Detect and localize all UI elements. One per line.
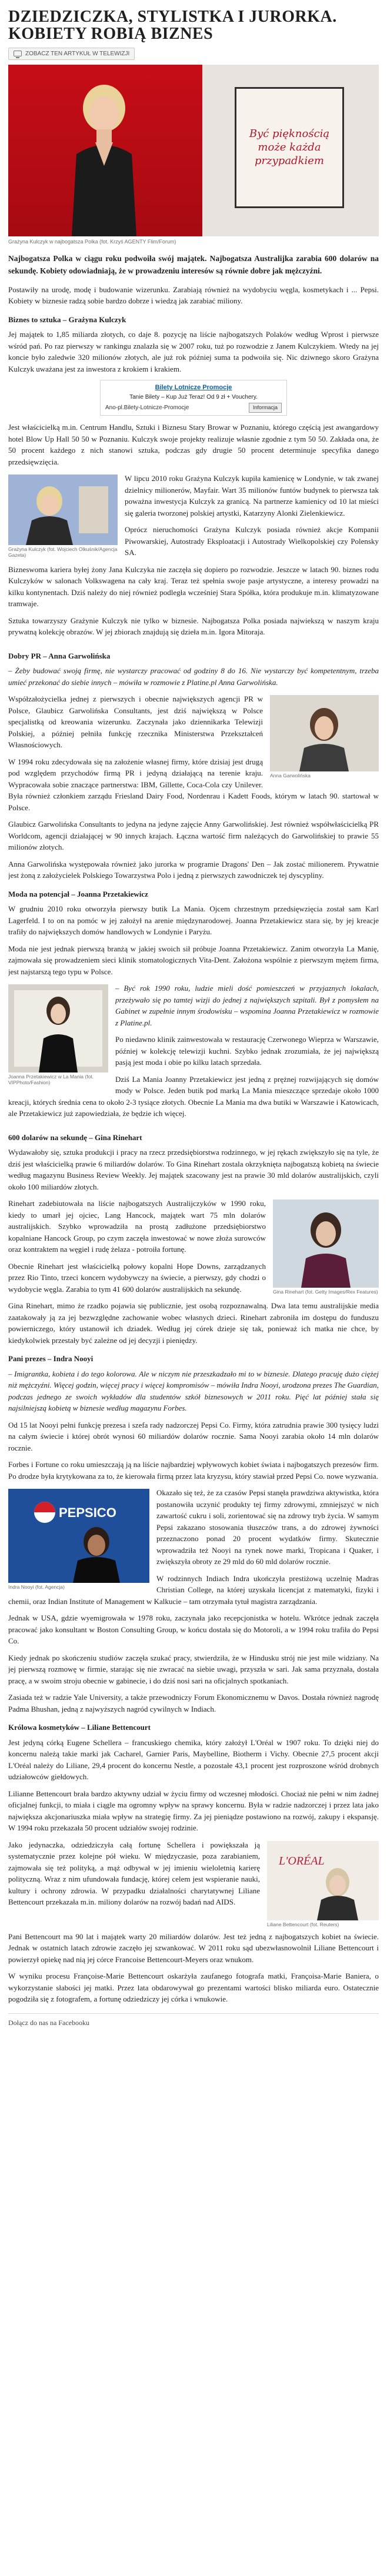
hero-portrait xyxy=(8,65,202,236)
paragraph: Rinehart zadebiutowała na liście najbogatszych Australijczyków w 1990 roku, kiedy to umarł jej ojciec, Lang Hancock, majątek wart 75 mln dolarów australijskich. Szybko wprowadziła na prostą zadłużone przedsiębiorstwo kopalniane Hancock Group, po czym zaczęła inwestować w nowe złoża surowców oraz kontraktem na węgiel i rudę żelaza - potroiła fortunę. xyxy=(8,1199,266,1254)
ad-url[interactable]: Ano-pl.Bilety-Lotnicze-Promocje xyxy=(105,405,189,412)
paragraph: Bizneswoma kariera byłej żony Jana Kulczyka nie zaczęła się dopiero po rozwodzie. Jeszcze w latach 90. biznes rodu Kulczyków w salonach Volkswagena na cały kraj. Teraz też spełnia swoje pasje artystyczne, a interesy prowadzi na kilku kontynentach. Dziś należy do niej również podległa wcześniej Stara Spółka, która produkuje m.in. klimatyzowane tramwaje. xyxy=(8,564,379,609)
section-heading-rinehart: 600 dolarów na sekundę – Gina Rinehart xyxy=(8,1132,142,1142)
paragraph: Zasiada też w radzie Yale University, a także przewodniczy Forum Ekonomicznemu w Davos. Dostała również nagrodę Padma Bhushan, jedną z najwyższych nagród cywilnych w Indiach. xyxy=(8,1693,379,1713)
paragraph: Gina Rinehart, mimo że rzadko pojawia się publicznie, jest osobą rozpoznawalną. Dwa lata temu australijskie media zaatakowały ją za jej bezwzględne zachowanie wobec własnych dzieci. Rinehart zabroniła im dostępu do funduszu powierniczego, który ustanowił ich dziadek. Według jej córek dzieje się tak, ponieważ ich matka nie chce, by kiedykolwiek przestały być zależne od jej decyzji i pieniędzy. xyxy=(8,1301,379,1345)
hero-caption: Grażyna Kulczyk w najbogatsza Polka (fot. Krzyś AGENTY Flim/Forum) xyxy=(8,238,176,245)
paragraph: Jako jedynaczka, odziedziczyła całą fortunę Schellera i powiększała ją systematycznie przez kolejne pół wieku. W międzyczasie, poza zarabianiem, zajmowała się też polityką, a mąż odbywał w jej imieniu wieloletnią karierę polityczną. Wraz z nim ufundowała fundację, której celem jest wspieranie nauki, kultury i ochrony zdrowia. W przypadku działalności charytatywnej Liliane Bettencourt przekazała m.in. miliony dolarów na rozwój badań nad AIDS. xyxy=(8,1840,260,1907)
nooyi-photo-caption: Indra Nooyi (fot. Agencja) xyxy=(8,1584,65,1591)
paragraph: Jest właścicielką m.in. Centrum Handlu, Sztuki i Biznesu Stary Browar w Poznaniu, którego częścią jest awangardowy hotel Blow Up Hall 50 50 w Poznaniu. Kulczyk swoje projekty realizuje własnie zgodnie z tym 50 50. Zakłada ona, że 50 procent każdego z nich stanowi sztuka, podczas gdy drugie 50 procent determinuje specyfika danego przedsięwzięcia. xyxy=(8,423,379,466)
svg-text:PEPSICO: PEPSICO xyxy=(59,1505,116,1521)
paragraph: Sztuka towarzyszy Grażynie Kulczyk nie tylko w biznesie. Najbogatsza Polka posiada najwiekszą w naszym kraju prywatną kolekcję obrazów. W jej zbiorach znajdują się dzieła m.in. Igora Mitoraja. xyxy=(8,616,379,637)
rinehart-photo-block xyxy=(273,1200,379,1295)
bettencourt-photo-block xyxy=(267,1841,379,1927)
quote-paragraph: – Być rok 1990 roku, ludzie mieli dość pomieszczeń w przyjaznych lokalach, przeżywało się po tamtej wizji do jednej z największych szpitali. Był z pomysłem na Gabinet w zupełnie innym środowisku – wspomina Joanna Przetakiewicz w rozmowie z Platine.pl. xyxy=(115,984,379,1027)
intro-paragraph: Postawiły na urodę, modę i budowanie wizerunku. Zarabiają również na wydobyciu węgla, kosmetykach i ... Pepsi. Kobiety w biznesie radzą sobie bardzo dobrze i wiedzą jak zarabiać miliony. xyxy=(8,285,379,306)
picture-frame xyxy=(235,87,344,208)
sponsored-ad[interactable] xyxy=(100,380,287,416)
paragraph: Anna Garwolińska występowała również jako jurorka w programie Dragons' Den – Jak zostać milionerem. Prywatnie jest żoną z założycielek Polskiego Towarzystwa Polo i jedną z pierwszych zawodniczek tej dyscypliny. xyxy=(8,859,379,880)
watch-on-tv-label: ZOBACZ TEN ARTYKUŁ W TELEWIZJI xyxy=(25,50,130,57)
przetakiewicz-photo-block xyxy=(8,984,108,1085)
paragraph: Współzałożycielka jednej z pierwszych i obecnie największych agencji PR w Polsce, Glaubicz Garwolińska Consultants, jest dziś największą w Polsce specjalistką od kreowania wizerunku. Zaczynała jako dziennikarka Telewizji Polskiej, a później pełniła funkcję rzecznika Ministerstwa Przekształceń Własnościowych. xyxy=(8,694,263,750)
rinehart-photo xyxy=(273,1200,379,1288)
kulczyk-photo xyxy=(8,475,118,545)
paragraph: W lipcu 2010 roku Grażyna Kulczyk kupiła kamienicę w Londynie, w tak zwanej dzielnicy milionerów, Mayfair. Wart 35 milionów funtów budynek to pierwsza tak poważna inwestycja Kulczyk za granicą. Na partnerze kamienicy od 10 lat mieści się galeria tworzonej polskiej artystki, Katarzyny Alonki Zielenkiewicz. xyxy=(125,474,379,517)
bettencourt-photo-caption: Liliane Bettencourt (fot. Reuters) xyxy=(267,1921,339,1927)
bettencourt-photo xyxy=(267,1841,379,1920)
nooyi-photo xyxy=(8,1489,149,1583)
paragraph: W grudniu 2010 roku otworzyła pierwszy butik La Mania. Ojcem chrzestnym przedsięwzięcia został sam Karl Lagerfeld. I to on na pomóc w jej założył na arenie międzynarodowej. Joanna Przetakiewicz stara się, by jej kreacje trafiły do największych domów handlowych w Londynie i Paryżu. xyxy=(8,904,379,937)
paragraph: Obecnie Rinehart jest właścicielką połowy kopalni Hope Downs, zarządzanych przez Rio Tinto, trzeci koncern wydobywczy na świecie, a pierwszy, gdy chodzi o wydobycie węgla. Zarabia to tym 41 600 dolarów australijskich na sekundę. xyxy=(8,1261,266,1294)
hero-background xyxy=(202,65,379,236)
paragraph: Moda nie jest jednak pierwszą branżą w jakiej swoich sił próbuje Joanna Przetakiewicz. Zanim otworzyła La Manię, zajmowała się prowadzeniem sieci klinik stomatologicznych Vita-Dent. Założona wspólnie z pierwszym mężem firma, jest najstarszą tego typu w Polsce. xyxy=(8,944,379,976)
article-lead: Najbogatsza Polka w ciągu roku podwoiła swój majątek. Najbogatsza Australijka zarabia 600 dolarów na sekundę. Kobiety odowiadniają, że w prowadzeniu interesów są równie dobre jak mężczyźni. xyxy=(8,254,379,275)
ad-subtitle: Tanie Bilety – Kup Już Teraz! Od 9 zł + Vouchery. xyxy=(129,393,258,400)
paragraph: Jest jedyną córką Eugene Schellera – francuskiego chemika, który założył L'Oréal w 1907 roku. To dzięki niej do koncernu należą takie marki jak Cacharel, Garnier Paris, Maybelline, Biotherm i Vichy. Obecnie 27,5 procent akcji L'Oréal należy do Liliane, 29,4 procent do koncernu Nestle, a pozostałe 43,1 procent jest rozproszone wśród drobnych udziałowców giełdowych. xyxy=(8,1738,379,1782)
hero-image xyxy=(8,65,379,236)
article-footer: Dołącz do nas na Facebooku xyxy=(8,2013,379,2028)
ad-banner xyxy=(8,380,379,416)
paragraph: Jednak w USA, gdzie wyemigrowała w 1978 roku, zaczynała jako recepcjonistka w hotelu. Wkrótce jednak zaczęła pracować jako konsultant w Boston Consulting Group, w końcu dostała się do Motoroli, a w 1994 roku trafiła do Pepsi Co. xyxy=(8,1613,379,1646)
paragraph: Po niedawno klinik zainwestowała w restaurację Czerwonego Wieprza w Warszawie, później w kolekcję telewizji kuchni. Szybko jednak zrozumiała, że jej największą pasją jest moda i obie po kilku latach sprzedała. xyxy=(115,1035,379,1067)
section-heading-kulczyk: Biznes to sztuka – Grażyna Kulczyk xyxy=(8,315,126,324)
paragraph: W 1994 roku zdecydowała się na założenie własnej firmy, które dzisiaj jest drugą pod względem przychodów firmą PR i jedyną działającą na terenie kraju. Wypracowała sobie znaczące partnerstwa: IBM, Gillette, Coca-Cola czy Unilever. Była również członkiem zarządu Friesland Dairy Food, Nordenrau i Kadett Foods, którym w latach 90. startował w Polsce. xyxy=(8,757,379,812)
paragraph: Okazało się też, że za czasów Pepsi stanęła prawdziwa aktywistka, która postanowiła uczynić produkty tej firmy zdrowymi, zmniejszyć w nich zawartość cukru i soli, zorientować się na zdrowy tryb życia. W samym Pepsi zakazano stosowania tłuszczów trans, a do zdrowej żywności przeznaczono ponad 20 procent wydatków firmy. Skutecznie wprowadziła też Nooyi na rynek nowe marki, Tropicana i Quaker, i zwiększyła obroty ze 29 mld do 60 mld dolarów rocznie. xyxy=(156,1488,379,1566)
garwolinska-photo xyxy=(270,695,379,771)
section-heading-bettencourt: Królowa kosmetyków – Liliane Bettencourt xyxy=(8,1723,151,1732)
paragraph: Oprócz nieruchomości Grażyna Kulczyk posiada również akcje Kompanii Piwowarskiej, Autostrady Eksploatacji i Autostrady Wielkopolskiej czy Polensky SA. xyxy=(125,525,379,557)
garwolinska-photo-caption: Anna Garwolińska xyxy=(270,773,311,779)
kulczyk-photo-caption: Grażyna Kulczyk (fot. Wojciech Olkuśnik/Agencja Gazeta) xyxy=(8,546,118,559)
rinehart-photo-caption: Gina Rinehart (fot. Getty Images/Rex Features) xyxy=(273,1289,378,1295)
paragraph: Kiedy jednak po skończeniu studiów zaczęła szukać pracy, stwierdziła, że w Hindusku strój nie jest mile widziany. Na jej pierwszą rozmowę w firmie, starając się nie zwracać na siebie uwagi, przyszła w sari. Jak sama przyznała, dostała pracę, a w swoim stroju obecnie w gabinecie, i do dziś nosi sari na oficjalnych spotkaniach. xyxy=(8,1653,379,1685)
paragraph: Wydawałoby się, sztuka produkcji i pracy na rzecz przedsiębiorstwa rodzinnego, w jej rękach zwiększyło się na tyle, że dziś jest właścicielką prawie 6 miliardów dolarów. To Gina Rinehart zostala okrzyknięta najbogatszą kobietą na świecie według magazynu Business Review Weekly. Jej majątek szacowany jest na prawie 30 mld dolarów australijskich, czyli około 100 miliardów złotych. xyxy=(8,1148,379,1191)
tv-icon xyxy=(14,51,22,56)
kulczyk-photo-block xyxy=(8,475,118,558)
paragraph: Glaubicz Garwolińska Consultants to jedyna na jedyne zajęcie Anny Garwolińskiej. Jest również współwłaścicielką PR Worldcom, agencji działającej w 90 innych krajach. Łączna wartość firm należących do Garwolińskiej to prawie 55 milionów złotych. xyxy=(8,820,379,852)
article-title: DZIEDZICZKA, STYLISTKA I JURORKA. KOBIETY ROBIĄ BIZNES xyxy=(8,8,337,44)
frame-text: Być pięknością może każda przypadkiem xyxy=(249,127,330,168)
paragraph: Jej majątek to 1,85 miliarda złotych, co daje 8. pozycję na liście najbogatszych Polaków według Wprost i pierwsze wśród pań. Po raz pierwszy w rankingu znalazła się w 2007 roku, tuż po rozwodzie z Janem Kulczykiem. Wtedy na jej koncie było zaledwie 320 milionów złotych, ale już rok później suma ta podwoiła się. Nic dziwnego skoro Grażyna Kulczyk uważana jest za inwestora z krokiem i krakiem. xyxy=(8,330,379,373)
section-heading-przetakiewicz: Moda na potencjał – Joanna Przetakiewicz xyxy=(8,889,148,898)
ad-title[interactable]: Bilety Lotnicze Promocje xyxy=(155,384,232,392)
svg-text:L'ORÉAL: L'ORÉAL xyxy=(279,1854,325,1867)
przetakiewicz-photo xyxy=(8,984,108,1073)
article-toolbar xyxy=(8,48,379,60)
woman-portrait-illustration xyxy=(66,78,142,236)
garwolinska-photo-block xyxy=(270,695,379,779)
paragraph: Dziś La Mania Joanny Przetakiewicz jest jedną z prężnej rozwijających się domów mody w Polsce. Jeden butik pod marką La Mania mieszczące sprzedaje około 1000 kreacji, których średnia cena to około 2-3 tysiące złotych. Obecnie La Mania ma dwa butiki w Warszawie i Katowicach, ale Przetakiewicz już zapowiedziała, że będzie ich więcej. xyxy=(8,1074,379,1118)
quote-paragraph: – Imigrantka, kobieta i do tego kolorowa. Ale w niczym nie przeszkadzało mi to w biznesie. Dlatego pracuję dużo ciężej niż mężczyźni. Więcej godzin, więcej pracy i więcej kompromisów – mówiła Indra Nooyi, urodzona prezes The Guardian, podczas jednego ze swoich wykładów dla studentów szkół biznesowych w 2011 roku. Pięć lat później stała się najsilniejszą kobietą w biznesie według magazynu Forbes. xyxy=(8,1369,379,1413)
section-heading-garwolinska: Dobry PR – Anna Garwolińska xyxy=(8,651,111,660)
paragraph: Pani Bettencourt ma 90 lat i majątek warty 20 miliardów dolarów. Jest też jedną z najbogatszych kobiet na świecie. Jednak w ostatnich latach zdrowie zaczęło jej szwankować. W 2011 roku sąd ubezwłasnowolnił Liliane Bettencourt i powierzył opiekę nad nią jej córce Francoise Bettencourt-Meyers oraz wnukom. xyxy=(8,1932,379,1964)
przetakiewicz-photo-caption: Joanna Przetakiewicz w La Mania (fot. VIPPhoto/Fashion) xyxy=(8,1074,94,1086)
nooyi-photo-block xyxy=(8,1489,149,1590)
paragraph: Od 15 lat Nooyi pełni funkcję prezesa i szefa rady nadzorczej Pepsi Co. Firmy, która zatrudnia prawie 300 tysięcy ludzi na całym świecie i której obrót wynosi 60 miliardów dolarów rocznie. Sama Nooyi zarabia około 14 mln dolarów rocznie. xyxy=(8,1420,379,1452)
watch-on-tv-link[interactable] xyxy=(8,48,135,60)
paragraph: Lilianne Bettencourt brała bardzo aktywny udział w życiu firmy od wczesnej młodości. Chociaż nie pełni w nim żadnej oficjalnej funkcji, to miała i ciągle ma ogromny wpływ na sprawy koncernu. Była w radzie nadzorczej i przez lata jako największa akcjonariuszka miała wpływ na strategię firmy. Za jej pieniądze postawiono na rozwój, zakupy i ekspansję. W 1994 roku przekazała 50 procent udziałów swojej rodzinie. xyxy=(8,1789,379,1833)
paragraph: W wyniku procesu Françoise-Marie Bettencourt oskarżyła zaufanego fotografa matki, Françoisa-Marie Baniera, o wykorzystanie słabości jej matki. Przez lata obdarowywał go prezentami wartości blisko miliarda euro. Ostatecznie pogodziła się z fotografem, a fortunę odziedziczy jej córka i wnukowie. xyxy=(8,1972,379,2004)
quote-paragraph: – Żeby budować swoją firmę, nie wystarczy pracować od godziny 8 do 16. Nie wystarczy być kompetentnym, trzeba umieć przekonać do siebie innych – mówiła w rozmowie z Platine.pl Anna Garwolińska. xyxy=(8,666,379,687)
paragraph: Forbes i Fortune co roku umieszczają ją na liście najbardziej wpływowych kobiet świata i najbogatszych prezesów firm. Po drodze była krytykowana za to, że kierowała firmą przez lata kryzysu, który stawiał przed Pepsi Co. nowe wyzwania. xyxy=(8,1460,379,1481)
ad-info-button[interactable]: Informacja xyxy=(249,403,282,413)
section-heading-nooyi: Pani prezes – Indra Nooyi xyxy=(8,1354,94,1364)
article-page xyxy=(8,0,379,2046)
paragraph: W rodzinnych Indiach Indra ukończyła prestiżową uczelnię Madras Christian College, na której uzyskała licencjat z matematyki, fizyki i chemii, oraz Indian Institute of Management w Kalkucie – tam otrzymała tytuł magistra zarządzania. xyxy=(8,1573,379,1606)
